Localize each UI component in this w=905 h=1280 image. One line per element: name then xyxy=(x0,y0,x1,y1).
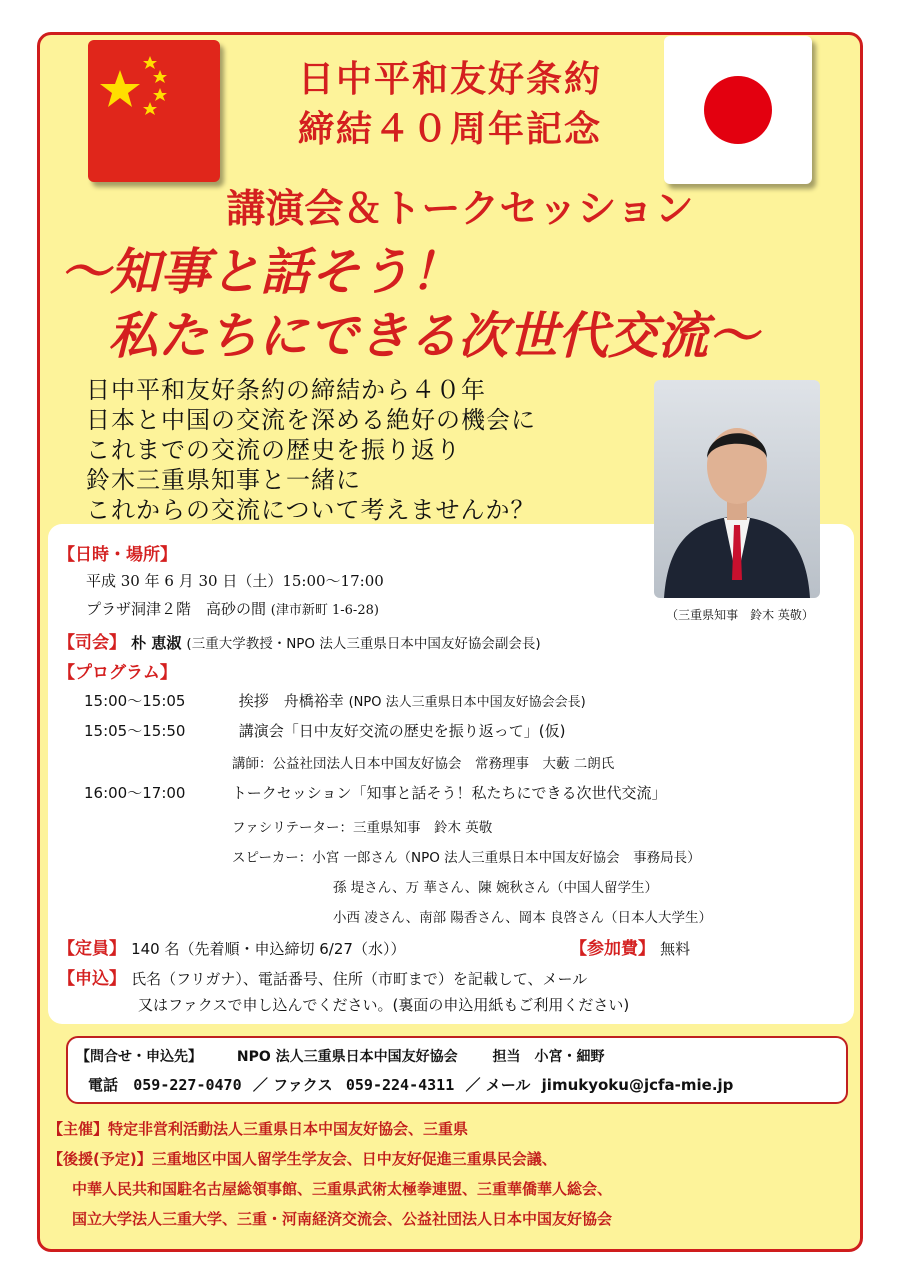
intro-line: 鈴木三重県知事と一緒に xyxy=(86,466,361,494)
contact-person: 担当 小宮・細野 xyxy=(492,1049,605,1065)
mail-label: ／ メール xyxy=(465,1076,531,1094)
intro-line: 日本と中国の交流を深める絶好の機会に xyxy=(86,406,536,434)
program-item-1 xyxy=(84,690,586,711)
mc-label: 【司会】 xyxy=(58,633,126,653)
program-speakers: 孫 堤さん、万 華さん、陳 婉秋さん（中国人留学生） xyxy=(333,880,658,896)
subtitle-line-2: 私たちにできる次世代交流～ xyxy=(108,307,758,365)
china-flag-icon xyxy=(88,40,220,182)
fee-label: 【参加費】 xyxy=(570,939,655,959)
fax-label: ／ ファクス xyxy=(252,1076,333,1094)
event-date: 平成 30 年 6 月 30 日（土）15:00～17:00 xyxy=(86,572,384,590)
program-item-3 xyxy=(84,782,666,803)
program-time: 15:00～15:05 xyxy=(84,692,186,710)
organizer: 【主催】特定非営利活動法人三重県日本中国友好協会、三重県 xyxy=(48,1120,469,1138)
subtitle-line-1: ～知事と話そう！ xyxy=(60,243,460,301)
contact-org: NPO 法人三重県日本中国友好協会 xyxy=(236,1049,458,1065)
datetime-label: 【日時・場所】 xyxy=(58,545,177,565)
intro-text xyxy=(86,375,536,525)
capacity-row xyxy=(58,934,405,959)
tel-number[interactable]: 059-227-0470 xyxy=(133,1076,242,1094)
program-title: トークセッション「知事と話そう！私たちにできる次世代交流」 xyxy=(231,784,667,802)
supporters-line-1: 【後援(予定)】三重地区中国人留学生学友会、日中友好促進三重県民会議、 xyxy=(48,1150,557,1168)
photo-caption: （三重県知事 鈴木 英敬） xyxy=(666,608,814,622)
event-venue xyxy=(86,598,379,619)
fee-value: 無料 xyxy=(660,940,691,958)
intro-line: これからの交流について考えませんか？ xyxy=(86,496,536,524)
mc-detail: (三重大学教授・NPO 法人三重県日本中国友好協会副会長) xyxy=(186,636,541,652)
contact-header xyxy=(76,1046,605,1066)
program-title: 講演会「日中友好交流の歴史を振り返って」(仮) xyxy=(238,722,566,740)
program-facilitator: ファシリテーター：三重県知事 鈴木 英敬 xyxy=(232,820,493,836)
apply-line-1: 氏名（フリガナ）、電話番号、住所（市町まで）を記載して、メール xyxy=(131,970,588,988)
program-label: 【プログラム】 xyxy=(58,663,177,683)
program-item-2 xyxy=(84,720,566,741)
contact-label: 【問合せ・申込先】 xyxy=(76,1049,202,1065)
supporters-line-3: 国立大学法人三重大学、三重・河南経済交流会、公益社団法人日本中国友好協会 xyxy=(72,1210,613,1228)
program-detail: (NPO 法人三重県日本中国友好協会会長) xyxy=(348,695,586,710)
mc-name: 朴 恵淑 xyxy=(131,634,182,652)
program-time: 16:00～17:00 xyxy=(84,784,186,802)
program-time: 15:05～15:50 xyxy=(84,722,186,740)
title xyxy=(230,54,670,154)
capacity-label: 【定員】 xyxy=(58,939,126,959)
mail-address[interactable]: jimukyoku@jcfa-mie.jp xyxy=(541,1076,734,1094)
apply-row xyxy=(58,964,587,989)
venue-address: (津市新町 1-6-28) xyxy=(270,603,379,618)
supporters-line-2: 中華人民共和国駐名古屋総領事館、三重県武術太極拳連盟、三重華僑華人総会、 xyxy=(72,1180,613,1198)
venue-name: プラザ洞津２階 高砂の間 xyxy=(86,600,267,618)
tel-label: 電話 xyxy=(88,1076,119,1094)
title-line-1: 日中平和友好条約 xyxy=(297,58,602,100)
apply-line-2: 又はファクスで申し込んでください。(裏面の申込用紙もご利用ください) xyxy=(138,996,630,1014)
fax-number[interactable]: 059-224-4311 xyxy=(345,1076,455,1094)
fee-row xyxy=(570,934,690,959)
capacity-value: 140 名（先着順・申込締切 6/27（水）） xyxy=(131,940,406,958)
japan-flag-icon xyxy=(664,36,812,184)
program-speaker: 講師：公益社団法人日本中国友好協会 常務理事 大藪 二朗氏 xyxy=(232,756,615,772)
apply-label: 【申込】 xyxy=(58,969,126,989)
intro-line: 日中平和友好条約の締結から４０年 xyxy=(86,376,486,404)
event-type: 講演会＆トークセッション xyxy=(226,186,694,232)
contact-details xyxy=(88,1074,733,1095)
program-title: 挨拶 舟橋裕幸 xyxy=(238,692,344,710)
program-speakers: 小西 凌さん、南部 陽香さん、岡本 良啓さん（日本人大学生） xyxy=(333,910,712,926)
mc-row xyxy=(58,628,541,653)
program-speakers: スピーカー：小宮 一郎さん（NPO 法人三重県日本中国友好協会 事務局長） xyxy=(232,850,701,866)
title-line-2: 締結４０周年記念 xyxy=(297,108,602,150)
intro-line: これまでの交流の歴史を振り返り xyxy=(86,436,461,464)
governor-photo xyxy=(654,380,820,598)
